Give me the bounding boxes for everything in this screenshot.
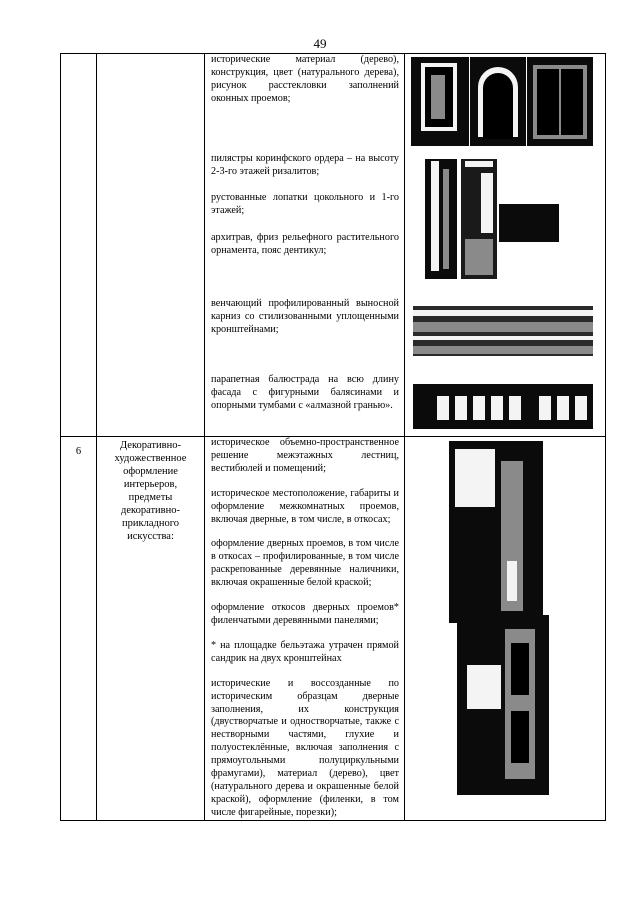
interior-door-photo [457, 615, 549, 795]
cornice-photo [413, 306, 593, 356]
description-paragraph: венчающий профилированный выносной карниз со стилизованными уплощенными кронштейнами; [211, 298, 399, 335]
page-number: 49 [313, 36, 327, 51]
description-paragraph: * на площадке бельэтажа утрачен прямой сандрик на двух кронштейнах [211, 639, 399, 664]
window-photo [411, 57, 469, 146]
description-paragraph: архитрав, фриз рельефного растительного орнамента, пояс дентикул; [211, 232, 399, 257]
interior-doorway-photo [449, 441, 543, 623]
description-paragraph: исторические и воссозданные по историческим образцам дверные заполнения, их конструкция (двустворчатые и одностворчатые, также с нестворными частями, глухие и полуостеклённые, включая заполнения с прямоугольными полуциркульными фрамугами), материал (дерево), цвет (натурального дерева и окрашенные белой краской), оформление (филенки, в том числе фигарейные, порезки); [211, 677, 399, 818]
description-paragraph: исторические материал (дерево), конструкция, цвет (натурального дерева), рисунок расстекловки заполнений оконных проемов; [211, 54, 399, 104]
row-name-cell: Декоративно-художественное оформление интерьеров, предметы декоративно-прикладного искусства: [97, 437, 205, 821]
heritage-elements-table [60, 53, 606, 821]
table-row [61, 54, 606, 437]
description-paragraph: рустованные лопатки цокольного и 1-го этажей; [211, 192, 399, 217]
illustrations-cell [405, 437, 606, 821]
table-row [61, 437, 606, 821]
rusticated-pilaster-photo [461, 159, 497, 279]
window-frame-photo [527, 57, 593, 146]
illustrations-cell [405, 54, 606, 437]
description-paragraph: историческое объемно-пространственное решение межэтажных лестниц, вестибюлей и помещений; [211, 437, 399, 474]
row-name-cell [97, 54, 205, 437]
arched-window-photo [470, 57, 526, 146]
description-paragraph: оформление откосов дверных проемов* филенчатыми деревянными панелями; [211, 602, 399, 626]
pilaster-photo [425, 159, 457, 279]
balustrade-photo [413, 384, 593, 429]
description-cell [205, 54, 405, 437]
description-paragraph: историческое местоположение, габариты и оформление межкомнатных проемов, включая дверные, в том числе, в откосах; [211, 487, 399, 525]
description-paragraph: оформление дверных проемов, в том числе в откосах – профилированные, в том числе раскрепованные деревянные наличники, включая окрашенные белой краской; [211, 538, 399, 589]
description-cell [205, 437, 405, 821]
architrave-photo [499, 204, 559, 242]
description-paragraph: парапетная балюстрада на всю длину фасада с фигурными балясинами и опорными тумбами с «алмазной гранью». [211, 373, 399, 411]
row-number-cell: 6 [61, 437, 97, 821]
row-number-cell [61, 54, 97, 437]
description-paragraph: пилястры коринфского ордера – на высоту 2-3-го этажей ризалитов; [211, 152, 399, 177]
